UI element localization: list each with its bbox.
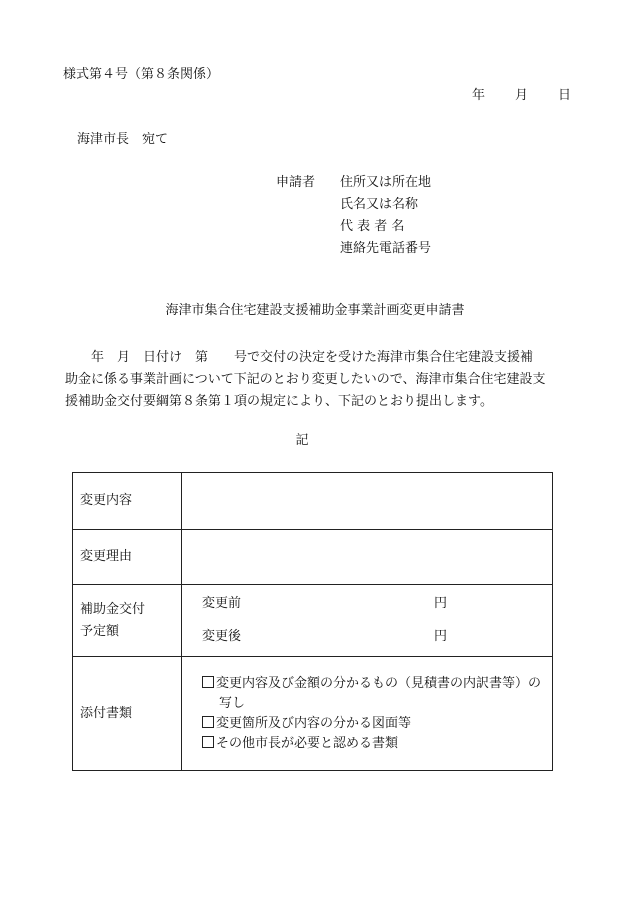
detail-table bbox=[72, 472, 553, 771]
yen-unit: 円 bbox=[434, 596, 448, 611]
date-month: 月 bbox=[515, 88, 529, 103]
attachment-text: 変更内容及び金額の分かるもの（見積書の内訳書等）の bbox=[216, 675, 542, 691]
attachments-cell bbox=[182, 657, 553, 771]
subsidy-amount-label bbox=[73, 585, 182, 657]
ki-heading: 記 bbox=[295, 433, 309, 448]
checkbox[interactable] bbox=[202, 676, 214, 688]
attachment-text: 変更箇所及び内容の分かる図面等 bbox=[216, 715, 412, 731]
table-row bbox=[73, 657, 553, 771]
addressee: 海津市長 宛て bbox=[77, 132, 169, 147]
document-title: 海津市集合住宅建設支援補助金事業計画変更申請書 bbox=[165, 303, 465, 318]
yen-unit: 円 bbox=[434, 629, 448, 644]
applicant-address-field: 住所又は所在地 bbox=[340, 175, 432, 190]
change-content-cell bbox=[182, 473, 553, 530]
date-line bbox=[472, 87, 571, 105]
subsidy-label-line: 補助金交付 bbox=[80, 601, 146, 617]
change-content-label: 変更内容 bbox=[73, 473, 182, 530]
attachment-text: その他市長が必要と認める書類 bbox=[216, 735, 399, 751]
body-line: 援補助金交付要綱第８条第１項の規定により、下記のとおり提出します。 bbox=[65, 394, 493, 409]
body-line: 助金に係る事業計画について下記のとおり変更したいので、海津市集合住宅建設支 bbox=[65, 372, 546, 387]
attachment-item bbox=[182, 714, 552, 734]
date-day: 日 bbox=[558, 88, 572, 103]
body-paragraph bbox=[65, 347, 587, 413]
date-year: 年 bbox=[472, 88, 486, 103]
before-label: 変更前 bbox=[202, 596, 242, 611]
body-line: 年 月 日付け 第 号で交付の決定を受けた海津市集合住宅建設支援補 bbox=[65, 350, 534, 365]
table-row bbox=[73, 530, 553, 585]
after-label: 変更後 bbox=[202, 629, 242, 644]
form-number: 様式第４号（第８条関係） bbox=[63, 67, 220, 82]
applicant-representative-field: 代 表 者 名 bbox=[340, 219, 405, 234]
subsidy-label-line: 予定額 bbox=[80, 623, 120, 639]
checkbox[interactable] bbox=[202, 736, 214, 748]
attachment-item bbox=[182, 734, 552, 754]
checkbox[interactable] bbox=[202, 716, 214, 728]
subsidy-amount-cell bbox=[182, 585, 553, 657]
attachment-continuation: 写し bbox=[219, 695, 246, 711]
table-row bbox=[73, 585, 553, 657]
applicant-label: 申請者 bbox=[276, 175, 316, 190]
amount-after-line bbox=[182, 626, 552, 648]
amount-before-line bbox=[182, 593, 552, 615]
change-reason-label: 変更理由 bbox=[73, 530, 182, 585]
table-row bbox=[73, 473, 553, 530]
attachment-item bbox=[182, 674, 552, 694]
applicant-phone-field: 連絡先電話番号 bbox=[340, 241, 432, 256]
applicant-name-field: 氏名又は名称 bbox=[340, 197, 419, 212]
attachments-label: 添付書類 bbox=[73, 657, 182, 771]
change-reason-cell bbox=[182, 530, 553, 585]
